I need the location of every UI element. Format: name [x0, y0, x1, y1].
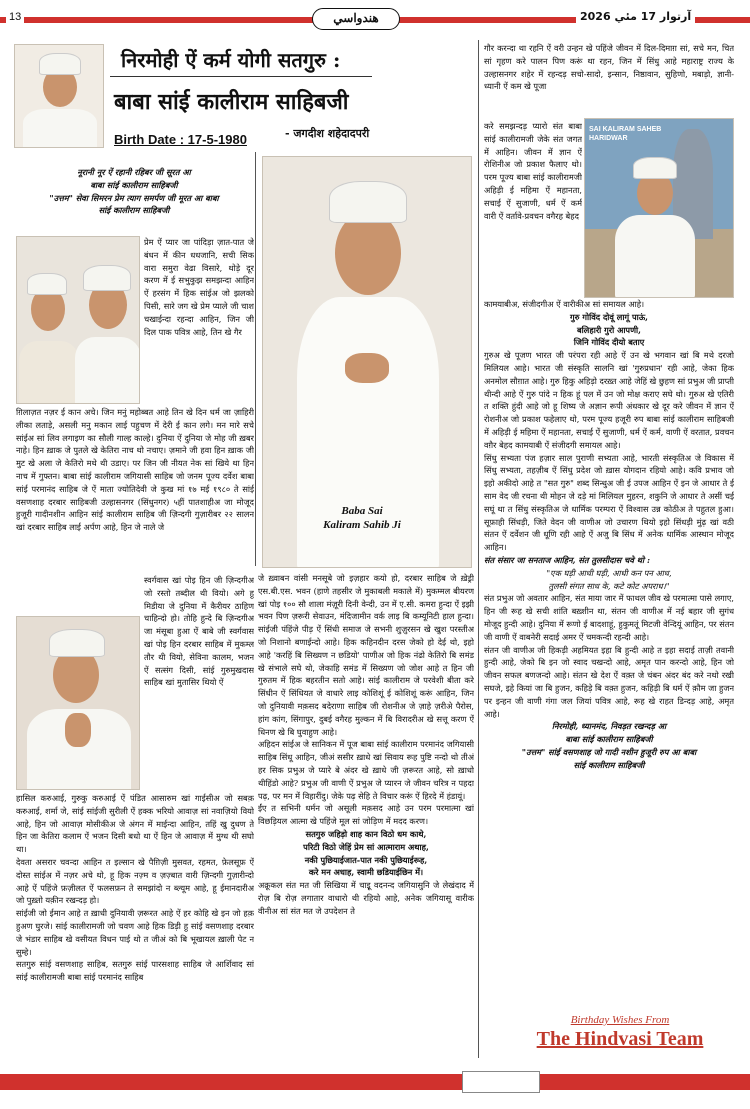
issue-date: آرتوار 17 مئي 2026: [576, 10, 695, 23]
paragraph: कामयाबीअ, संजीदगीअ ऐं वारीकीअ सां समायल आहे।: [484, 299, 645, 309]
column-divider: [255, 152, 256, 566]
verse-line: गुरु गोविंद दोवूं लागूं पाऊं,: [569, 311, 648, 322]
column-right-text3: [484, 298, 734, 1068]
paragraph: हासिल करुआई, गुरुकु करुआई ऐं पंडित आसारुम खां गाईसीअ जो सबक़ करुआई, शर्मा जे, सांई सांईजी सुरीली ऐं हक्क भरियो आवाज़ सां नवाज़ियो वियो आहे, हिन जो आवाज़ मोसीकीअ जे अंगन में माईन्दा आहिन, तहिं खु दुधण ते हिन जा केतिरा कलाम ऐं भजन दिसी बधो था ऐं हिन जे आवाज़ में मुग्ध थी सघो था।: [16, 793, 254, 855]
pair-photo: [16, 236, 140, 404]
paragraph: प्रेम ऐं प्यार जा पांदिड़ा ज़ात-पात जे बंधन में कीन धधजानि, सची सिक वारा समुरा वेढा विसारे, थोड़े दूर करण में ई सभुकुझ समझन्दा आहिन ऐं हरसंग में हिक सांईअ जो झलको पिसी, सारे जग खे प्रेम प्याले जी चाश चखाईन्दा रहन्दा आहिन, जिन जी दिल पाक पवित्र आहे, तिन खे गैर: [144, 237, 254, 337]
page-header: [0, 8, 750, 34]
intro-verse-line: "उत्तम" सेवा सिमरन प्रेम त्याग समर्पण जी मूरत आ बाबा: [49, 192, 219, 203]
verse-line: जिनि गोविंद दीयो बताए: [573, 337, 645, 348]
paragraph: संत प्रभुअ जो अवतार आहिन, संत माया जार में फाथल जीव खे परमात्मा पासे लगाए, हिन जी रूह खे सची शांति बख़्शीन था, संतन जी वाणीअ में नई बहार जी सुगंध मोजूद हुन्दी आहे। दुनिया में रूणो ई बादशाहूं, हुकुमतूं मिटजी वेन्दियूं आहिन, पर संतन जी वाणी ऐं वाबनेरी सदाई अमर ऐं चमकन्दी रहन्दी आहे।: [484, 593, 734, 642]
birthday-wishes-label: Birthday Wishes From: [510, 1014, 730, 1026]
intro-verse-line: सांई कालीराम साहिबजी: [98, 205, 170, 216]
verse-line: नकी पुछियाईजात-पात नकी पुछियाईरूह,: [304, 854, 428, 865]
photo-badge: [589, 125, 661, 143]
paragraph: सांईजी जो ईमान आहे त ख़ाधी दुनियावी ज़रूरत आहे ऐं हर कोहि खे इन जो हक़ हुअण घुरजे। सांई कालीरामजी जो चवण आहे हिक डिड़ी हु सांई वसणशाह दरबार जे भंडार साहिब खे वसीयत विधन पाई थो त जीअं को बि भूखायल ख़ाली पेट न सुम्हे।: [16, 908, 254, 957]
badge-line: HARIDWAR: [589, 135, 628, 142]
paragraph: गुरुअ खे पूजण भारत जी परंपरा रही आहे ऐं उन खे भगवान खां बि मथे दरजो मिलियल आहे। भारत जी संस्कृति सालनि खां 'गुरुप्रधान' रही आहे, जेका हिक अनमोल सौग़ात आहे। गुरु हिकु अहिड़ो दरख़्त आहे जेहिं खे छुहण सां प्रभुअ जी प्राप्ती थीन्दी आहे ऐं गुरु पांदे न हिक हूं पल में उन जो मोक्ष कराए सघे थो। गुरुअ खे एतिरी त शक्ति हुंदी आहे जो हू शिष्य जे अज्ञान रूपी अंधकार खे दूर करे जीवन में ज्ञान ऐं रोशनीअ जो प्रकाश फहेलाए थो, परम पूज्य हजूरी रुप बाबा सांई कालीराम साहिबजी में अहिड़ी ई महिमा ऐं महानता, सचाई ऐं सुजाणी, धर्म ऐं कर्म, वाणी ऐं वरतात, प्रवचन वग़ैर बेहद कामयाबी ऐं संजीदगी समायल आहे।: [484, 350, 734, 450]
column-left-text3: [144, 574, 254, 790]
closing-line: निरमोही, ध्यानमंद, निवड़त रखन्दड़ आ: [551, 721, 667, 732]
title-divider: [110, 76, 372, 77]
verse-line: परिटी विठो जेहिं प्रेम सां आत्माराम अथाह,: [303, 841, 429, 852]
paragraph: सिंधु सभ्यता पंज हज़ार साल पुराणी सभ्यता आहे, भारती संस्कृतिअ जे विकास में सिंधु सभ्यता, तहज़ीब ऐं सिंधु प्रदेश जो ख़ास योगदान रहियो आहे। कवि प्रभाव जो इहो अकीदो आहे त "सत गुरु" शब्द सिन्धुअ जी ई उपज आहिन ऐं इन जे आधार ते ई साम वेद जी रचना थी मोहन जे दड़े मां मिलियल मुहरन, शकुनि जे आधार ते असीं चई सघूं था त सिंधु संस्कृतिअ जे धार्मिक परम्परा ऐं विश्वास उन्न कोठीअ ते पहुतल हुआ। सूफ़ाही सिंधड़ी, जिते वेदन जी वाणीअ जो उचारण थियो इहो सिंधड़ी मुंढ़ खां वठी संतन ऐं दर्वेशन जी धूणि रही आहे ऐं अजु बि सिंध में अनेक धार्मिक आस्थान मोजूद आहिन।: [484, 452, 734, 553]
footer-bar: [0, 1074, 750, 1090]
caption-line: Baba Sai: [341, 505, 383, 517]
verse-line: तुलसी संगत साध के, कटे कोट अपराध।": [548, 580, 670, 591]
paragraph: संतन जी वाणीअ जी हिकड़ी अहमियत इहा बि हुन्दी आहे त इहा सदाई ताज़ी तवानी हुन्दी आहे, जेको बि इन जो स्वाद चखन्दो आहे, अमृत पान करन्दो आहे, हिन जो जीवन सफल बणजन्दो आहे। संतन खे देश ऐं वक़्त जे चंबन अंदर बंद करे नथो रखी सघजे, इहे कियां जा बि हुजन, कहिड़े बि वक़्त हुजन, कहिड़ी बि धर्म ऐं क़ौम जा हुजन पर इन्हन जी वाणी गंगा जल जियां पवित्र आहे, रूह खे राहत डिन्दड़ आहे, अमृत आहे।: [484, 644, 734, 719]
verse-line: करे मन अधाह, स्वामी छडियाईछिन में।: [308, 867, 424, 878]
paragraph: गौर करन्दा था रहनि ऐं वरी उन्हन खे पहिंजे जीवन में दिल-दिमाग़ सां, सचे मन, चित सां गृहण करे पालन पिण करूं था रहन, जिन में सिंधु आहे महाराष्ट्र राज्य के उल्हासनगर शहेर में रहन्दड़ सचो-सादो, इन्सान, निष्ठावान, सुहिणो, मबाड़ो, ज्ञानी-ध्यानी ऐं कम खे पूजा: [484, 43, 734, 92]
intro-verse-line: बाबा सांई कालीराम साहिबजी: [90, 179, 178, 190]
section-heading: संत संसार जा सनताज आहिन, संत तुलसीदास चवे थो :: [484, 554, 650, 565]
author-byline: - जगदीश शहेदादपरी: [285, 127, 370, 140]
closing-line: "उत्तम" सांई वसणशाह जो गादी नशीन हुजूरी रुप आ बाबा: [521, 746, 697, 757]
paragraph: करे समझन्दड़ प्यारो संत बाबा सांई कालीरामजी जेके संत जगत में आहिन। जीवन में ज्ञान ऐं रोशिनीअ जो प्रकाश फैलाए थो। परम पूज्य बाबा सांई कालीरामजी अहिड़ी ई महिमा ऐं महानता, सचाई ऐं सुजाणी, धर्म ऐं कर्म वारी ऐं वर्तावे-प्रवचन वगैरह बेहद: [484, 121, 582, 221]
team-name: The Hindvasi Team: [508, 1028, 732, 1051]
column-left-text4: [16, 792, 254, 1062]
footer-box: [462, 1071, 540, 1093]
birth-date: Birth Date : 17-5-1980: [114, 132, 247, 147]
column-right-top: [484, 42, 734, 120]
portrait-photo: [14, 44, 104, 148]
column-left-text1: [144, 236, 254, 403]
column-divider: [478, 40, 479, 1058]
verse-line: "एक घड़ी आधी घड़ी, आधी कन पन आध,: [546, 567, 672, 578]
page-number: 13: [6, 11, 24, 23]
closing-line: बाबा सांई कालीराम साहिबजी: [565, 734, 653, 745]
article-title-line1: निरमोही ऐं कर्म योगी सतगुरु :: [121, 48, 341, 72]
badge-line: SAI KALIRAM SAHEB: [589, 126, 662, 133]
intro-verse-line: नूरानी नूर ऐं रहानी रहिबर जी सूरत आ: [77, 167, 191, 177]
paragraph: ग़िलाज़त नज़र ई कान अचे। जिन मनुं महोब्बत आहे तिन खे दिन धर्म जा ज़ाहिरी लीका लताड़े, असली मनु मकान लाई पहुचण में देरी ई कान लगे। मन मारे सचे सांईअ सां लिव लगाइण का सौली गाल्ह काल्हे। दुनिया ऐं दुनिया जे मोह जी ख़बर नाहे। हिन ख़ाक जे पुतले खे केतिरा नाच थो नचाए। ज़माने जी हवा हिन ख़ाक जी मुट खे अला जे केतिरो मथे थी उडाए। पर जिन जी नीयत नेक सां खिये था हिन नाच में गुफ्तन। बाबा सांई कालीराम जगियासी साहिब जो जनम पूज्य दर्वेश बाबा सांई परमानंद साहिब जे ऐं माता ज्योतिदेवी जे कुख मां १७ मई १९८० ते सांई वसणशाह दरबार साहिबजी उल्हासनगर (सिंधुनगर) ५हीं पातशाहीअ जा मोजूद हुजूरी गादीनशीन आहिन सांई कालीराम साहिब जी ज़िन्दगी गुज़ारीबर २२ सालन खां दरबार साहिब लाई अर्पण आहे, हिन जे नाले जे: [16, 407, 254, 533]
verse-line: सतगुरु जहिड़ो शाह कान विठो धम काथे,: [305, 828, 427, 839]
column-left-top: [16, 166, 252, 234]
verse-line: बलिहारी गुरो आपणी,: [577, 324, 641, 335]
paragraph: जे ख़्वाबन वांसी मनसूबे जो इज़हार कयो हो, दरबार साहिब जे ख़ेड्री एस.बी.एस. भवन (हाणे तहसीर जे मुकाबली मकाले में) मुकम्मल बीयरण खां पोइ १०० सौ शाला मंज़ूरी दिनी वेन्दी, उन में ए.सी. कमरा हुन्दा ऐं इझी भवन पिण ज़रूरी सेवाउन, मंदिजामीन वर्क लाइ बि कम्यूनिटी हाल हुन्दा। सांईजी पंहिंजे पीड़ ऐं सिंधी समाज जे सभनी शुज़ुरसन खे खुश परस्तीअ जो निशानो बणाईन्दो आहे। हिक कहिनदीन दरस जेको हो देई थो, इहो आहे 'करहिं बि सिख्यण न छडियो' पाणीअ जो हिक नंढो केतिरो बि समंड खे संभाले सघे थो, जेकाहि समंड में सिख्यण जो जोश आहे त हिन जी गुरुतम में हिक बहरतीन सतो आहे। सांई कालीराम जे परवेशी बीता करे सिंधीन ऐं सिंधियत जे वाधारे लाइ कोशिशूं ई कोशिशूं करूं आहिन, जिन जो दुनियावी मक़सद बदेराणा साहिब जी रोशनीअ जे ज़ाहे ज़रीअे पैरोस, हांग कांग, सिंगापुर, दुबई वगैरह मुल्कन में बि विरादरीअ खे सत्तू करण ऐं धिनण खे बि घुवाहुण आहे।: [258, 573, 474, 737]
column-left-text2: [16, 406, 254, 574]
column-right-text2: [484, 120, 582, 298]
paragraph: ईंए त सभिनी धर्मन जो असूली मक़सद आहे उन परम परमात्मा खां विछड़ियल आत्मा खे पहिंजे मूल सां जोड़िण में मदद करण।: [258, 803, 474, 827]
column-center: [258, 572, 474, 1062]
paragraph: स्वर्गवास खां पोइ हिन जी ज़िन्दगीअ जो रस्तो तब्दील थी वियो। अगे हु मिडीया जे दुनिया में कैरीयर ठाहिण चाहिन्दो हो। तोहि हुन्दे बि ज़िन्दगीअ जा मंसूबा हुआ ऐं बाबे जी स्वर्गवास खां पोइ हिन दरबार साहिब में मुकम्ल तौर थी वियो, सेविना कालम, भजन ऐं सत्संग दिसी, सांई गुरुमुखदास साहिब खां मुतासिर थियो ऐं: [144, 575, 254, 688]
photo-caption: [300, 504, 424, 532]
masthead-logo: هندواسي: [312, 8, 400, 30]
paragraph: अहिदन सांईअ जे सानिकन में पूज बाबा सांई कालीराम परमानंद जगियासी साहिब सिंधू आहिन, जीअं ससीर ख़ाधे खां सिवाय रूह पुष्टि नन्दो थो तीअं हर सिक प्रभुअ जे प्यारे बे अंदर खे ख़ाधे जी ज़रूरत आहे, सो ख़ाधो थीहिंडो आहे? प्रभुअ जी वाणी ऐं प्रभुअ जे प्यारन जे जीवन चरित्र न पहदा पढ़, पर मन में विहारींदु। जेके पढ़ सेहि ते विचार करूं ऐं हिरदे में हंडायूं।: [258, 739, 474, 801]
article-title-line2: बाबा सांई कालीराम साहिबजी: [114, 89, 349, 115]
praying-photo: [16, 616, 140, 790]
closing-line: सांई कालीराम साहिबजी: [573, 759, 645, 770]
caption-line: Kaliram Sahib Ji: [323, 519, 401, 531]
paragraph: अक्रूकल संत मत जी सिखिया में चाइू वदनन्द जगियासुनि जे लेखंदाद में रोज़ बि रोज़ लगातार वाधारो थी रहियो आहे, अनेक जगियासू वारीक वीनीअ सां संत मत जे उपदेशन ते: [258, 880, 474, 916]
haridwar-photo: [584, 118, 734, 298]
paragraph: सतगुरु सांई वसणशाह साहिब, सतगुरु सांई पारसशाह साहिब जे आर्शिवाद सां सांई कालीरामजी बाबा सांई परमानंद साहिब: [16, 959, 254, 983]
paragraph: देवता असरार चवन्दा आहिन त इल्सान खे पैग़िज़ी मुसवत, रहमत, फ़ेलसूफ़ ऐं दोस्त सांईअ में नज़र अचे थो, हू हिक नज़्म व ज़ज़्बात वारी ज़िन्दगी गुज़ारीन्दो आहे ऐं पहिंजे फ़ज़ीलत ऐं फलसफ़न ते समझांदो न ब्ल्यूम आहे, हू ईमानदारीअ जो पुख़्तो यक़ीन रखन्दड़ हो।: [16, 856, 254, 906]
